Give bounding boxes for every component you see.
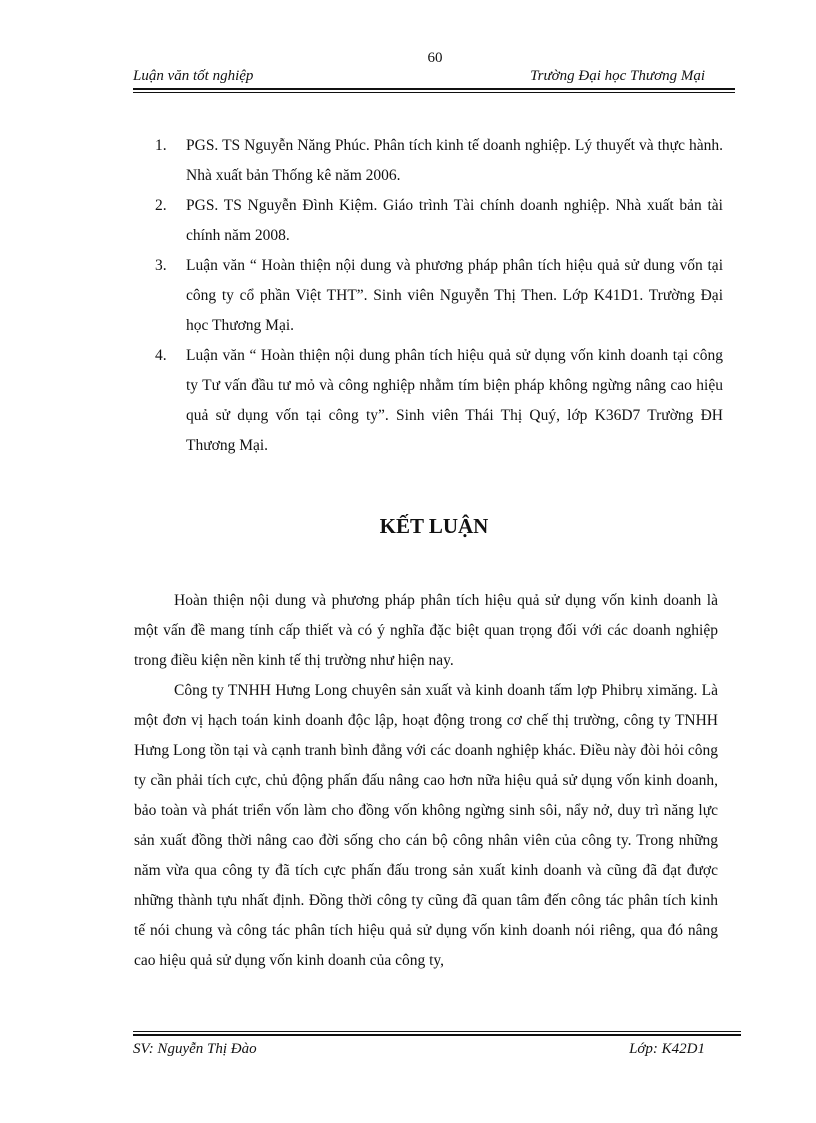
reference-text: PGS. TS Nguyễn Đình Kiệm. Giáo trình Tài chính doanh nghiệp. Nhà xuất bản tài chính năm 2008.	[186, 197, 723, 244]
reference-number: 3.	[155, 257, 167, 274]
header-divider	[133, 88, 735, 93]
conclusion-heading: KẾT LUẬN	[379, 514, 489, 538]
reference-number: 1.	[155, 137, 167, 154]
reference-item	[155, 251, 723, 341]
footer-class-code: Lớp: K42D1	[629, 1041, 705, 1057]
reference-item	[155, 191, 723, 251]
conclusion-body	[134, 586, 718, 976]
reference-list	[155, 131, 723, 461]
reference-text: PGS. TS Nguyễn Năng Phúc. Phân tích kinh tế doanh nghiệp. Lý thuyết và thực hành. Nhà xuất bản Thống kê năm 2006.	[186, 137, 723, 184]
reference-item	[155, 131, 723, 191]
reference-item	[155, 341, 723, 461]
conclusion-paragraph: Hoàn thiện nội dung và phương pháp phân tích hiệu quả sử dụng vốn kinh doanh là một vấn đề mang tính cấp thiết và có ý nghĩa đặc biệt quan trọng đối với các doanh nghiệp trong điều kiện nền kinh tế thị trường như hiện nay.	[134, 592, 718, 669]
reference-number: 2.	[155, 197, 167, 214]
footer-student-name: SV: Nguyễn Thị Đào	[133, 1041, 257, 1057]
conclusion-paragraph: Công ty TNHH Hưng Long chuyên sản xuất và kinh doanh tấm lợp Phibrụ ximăng. Là một đơn vị hạch toán kinh doanh độc lập, hoạt động trong cơ chế thị trường, công ty TNHH Hưng Long tồn tại và cạnh tranh bình đẳng với các doanh nghiệp khác. Điều này đòi hỏi công ty cần phải tích cực, chủ động phấn đấu nâng cao hơn nữa hiệu quả sử dụng vốn kinh doanh, bảo toàn và phát triển vốn làm cho đồng vốn không ngừng sinh sôi, nẩy nở, duy trì năng lực sản xuất đồng thời nâng cao đời sống cho cán bộ công nhân viên của công ty. Trong những năm vừa qua công ty đã tích cực phấn đấu trong sản xuất kinh doanh và cũng đã đạt được những thành tựu nhất định. Đồng thời công ty cũng đã quan tâm đến công tác phân tích kinh tế nói chung và công tác phân tích hiệu quả sử dụng vốn kinh doanh nói riêng, qua đó nâng cao hiệu quả sử dụng vốn kinh doanh của công ty,	[134, 682, 718, 969]
reference-text: Luận văn “ Hoàn thiện nội dung phân tích hiệu quả sử dụng vốn kinh doanh tại công ty Tư vấn đầu tư mỏ và công nghiệp nhằm tím biện pháp không ngừng nâng cao hiệu quả sử dụng vốn tại công ty”. Sinh viên Thái Thị Quý, lớp K36D7 Trường ĐH Thương Mại.	[186, 347, 723, 454]
page-header	[133, 68, 735, 88]
header-thesis-label: Luận văn tốt nghiệp	[133, 68, 254, 84]
reference-number: 4.	[155, 347, 167, 364]
page-number: 60	[427, 50, 443, 66]
reference-text: Luận văn “ Hoàn thiện nội dung và phương pháp phân tích hiệu quả sử dung vốn tại công ty cổ phần Việt THT”. Sinh viên Nguyễn Thị Then. Lớp K41D1. Trường Đại học Thương Mại.	[186, 257, 723, 334]
page-footer	[133, 1041, 735, 1061]
footer-divider	[133, 1031, 741, 1036]
header-university-name: Trường Đại học Thương Mại	[530, 68, 705, 84]
